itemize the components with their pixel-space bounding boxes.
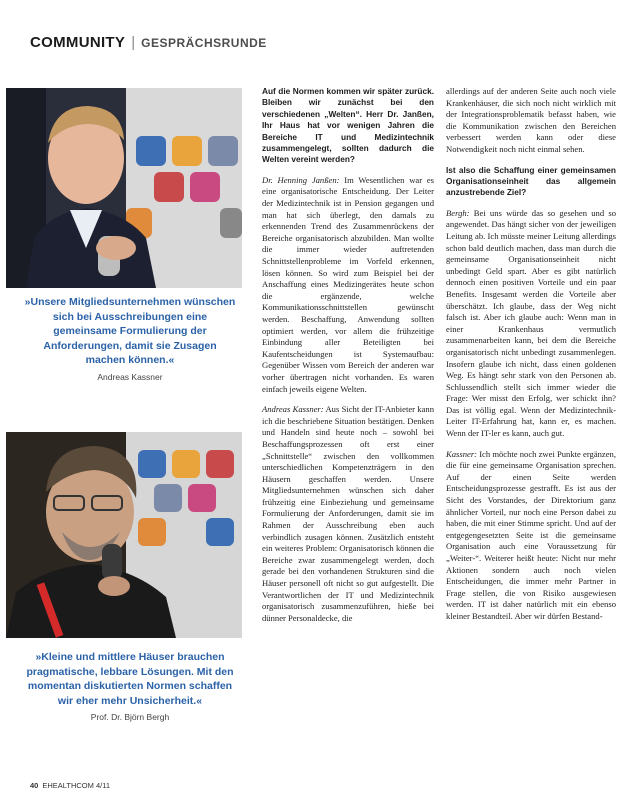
section-header [30,34,267,52]
answer-paragraph [262,175,434,395]
answer-paragraph [446,208,616,440]
page-number: 40 [30,781,39,790]
photo-andreas-kassner [6,88,242,288]
body-paragraph: allerdings auf der anderen Seite auch noch viele Krankenhäuser, die sich noch nicht wirklich mit der Integrationsproblematik befasst haben, wie die Kommunikation zwischen den Bereichen verbessert werden kann oder diese Notwendigkeit noch nicht einmal sehen. [446,86,616,154]
answer-paragraph [262,404,434,624]
photo-bjoern-bergh [6,432,242,638]
quote-text: »Unsere Mitgliedsunternehmen wünschen sich bei Ausschreibungen eine gemeinsame Formulierung der Anforderungen, damit sie Zusagen machen können.« [24,296,236,366]
speaker-name: Dr. Henning Janßen: [262,174,340,185]
answer-text: Aus Sicht der IT-Anbieter kann ich die beschriebene Situation bestätigen. Denken und Handeln sind heute noch – sowohl bei Beschaffungsprozessen oft erst einer „Schnittstelle“ zwischen den vollkommen unterschiedlichen Kompetenzträgern in den Häusern geschaffen werden. Unsere Mitgliedsunternehmen wünschen sich daher frühzeitig eine Einbeziehung und gemeinsame Formulierung der Anforderungen, damit sie im Rahmen der Ausschreibung eben auch verbindlich zusagen können. Zusätzlich entsteht ein weiteres Problem: Organisatorisch können die Bereiche zwar zusammengelegt werden, doch gerade bei den vorhandenen Strukturen sind die Häuser personell oft nicht so gut aufgestellt. Die Verantwortlichen der IT und Medizintechnik organisatorisch zusammenzuführen, hieße bei dünner Personaldecke, die [262,404,434,623]
quote-author: Prof. Dr. Björn Bergh [90,712,170,722]
section-subtitle: GESPRÄCHSRUNDE [141,36,267,50]
interview-question: Auf die Normen kommen wir später zurück. Bleiben wir zunächst bei den verschiedenen „Welten“. Herr Dr. Janßen, Ihr Haus hat vor wenigen Jahren die Bereiche IT und Medizintechnik zusammengelegt, sollten dadurch die Welten vereint werden? [262,86,434,165]
pull-quote-kassner [24,295,236,382]
interview-question: Ist also die Schaffung einer gemeinsamen Organisationseinheit das allgemein anzustrebende Ziel? [446,164,616,198]
answer-text: Im Wesentlichen war es eine organisatorische Entscheidung. Der Leiter der Medizintechnik ist in Pension gegangen und man hat sich überlegt, den damals zu erkennenden Trend des Zusammenrückens der Bereiche organisatorisch abzubilden. Man wollte die immer wieder auftretenden Schnittstellenprobleme im Vorfeld erkennen, lösen können. So wird zum Beispiel bei der Anschaffung eines Medizingerätes heute schon die ergänzende, welche Kommunikationsschnittstellen gewünscht werden. Beschaffung, Anwendung sollten optimiert werden, vor allem die frühzeitige Einbindung aller Beteiligten bei Kaufentscheidungen ist Systemaufbau: Gegenüber Wissen vom Bereich der anderen war vorher übertragen nicht vorhanden. Es waren einfach jeweils eigene Welten. [262,174,434,394]
answer-text: Bei uns würde das so gesehen und so angewendet. Das hängt sicher von der jeweiligen Leitung ab. Ich müsste meiner Leitung allerdings schon bald deutlich machen, dass man durch die gemeinsame Organisationseinheit nicht unbedingt Geld spart. Aber es gibt natürlich dennoch einen positiven Vorteile und ein paar Benefits. Insgesamt werden die Vorteile aber überschätzt. Ich glaube, dass der Weg nicht falsch ist. Aber ich glaube auch: Wenn man in einer Krankenhaus vermutlich zusammenarbeiten kann, bei dem die Bereiche organisatorisch nicht unbedingt zusammenlegen. Insofern glaube ich nicht, dass einen goldenen Weg. Es hängt sehr stark von den Personen ab. Schlussendlich stellt sich immer wieder die Frage: Wer misst den Erfolg, wer schickt ihn? Das ist völlig egal. Wenn der Medizintechnik-Leiter IT-Erfahrung hat, kann er, es machen. Wenn der IT-ler es kann, auch gut. [446,207,616,439]
answer-paragraph [446,449,616,623]
article-column-2 [262,86,434,633]
magazine-name: EHEALTHCOM 4/11 [42,781,111,790]
section-title: COMMUNITY [30,34,126,51]
page-footer [30,781,110,790]
answer-text: Ich möchte noch zwei Punkte ergänzen, die für eine gemeinsame Organisation sprechen. Auf der einen Seite werden Entscheidungsprozesse gestrafft. Es ist aus der Sicht des Vorstandes, der Direktorium ganz ähnlicher Vorteil, nur noch eine Person dabei zu haben, die mit einer Stimme spricht. Und auf der entgegengesetzten Seite ist die gemeinsame Organisation auch eine Voraussetzung für „Weiter-“. Weiterer heißt heute: Nicht nur mehr Aktionen sondern auch noch vielen Entscheidungen, die immer mehr Partner in Frage stellen, die von Risiko ausgewiesen werden. IT ist daher natürlich mit ein ebenso kleiner Bestandteil. Aber wir dürfen Bestand- [446,448,617,621]
article-column-3 [446,86,616,632]
pull-quote-bergh [24,650,236,722]
speaker-name: Kassner: [446,448,478,459]
speaker-name: Andreas Kassner: [262,404,324,415]
header-separator: | [131,34,136,51]
speaker-name: Bergh: [446,207,470,218]
quote-author: Andreas Kassner [97,371,163,382]
quote-text: »Kleine und mittlere Häuser brauchen pragmatische, lebbare Lösungen. Mit den momentan diskutierten Normen schaffen wir eher mehr Unsicherheit.« [26,651,234,707]
